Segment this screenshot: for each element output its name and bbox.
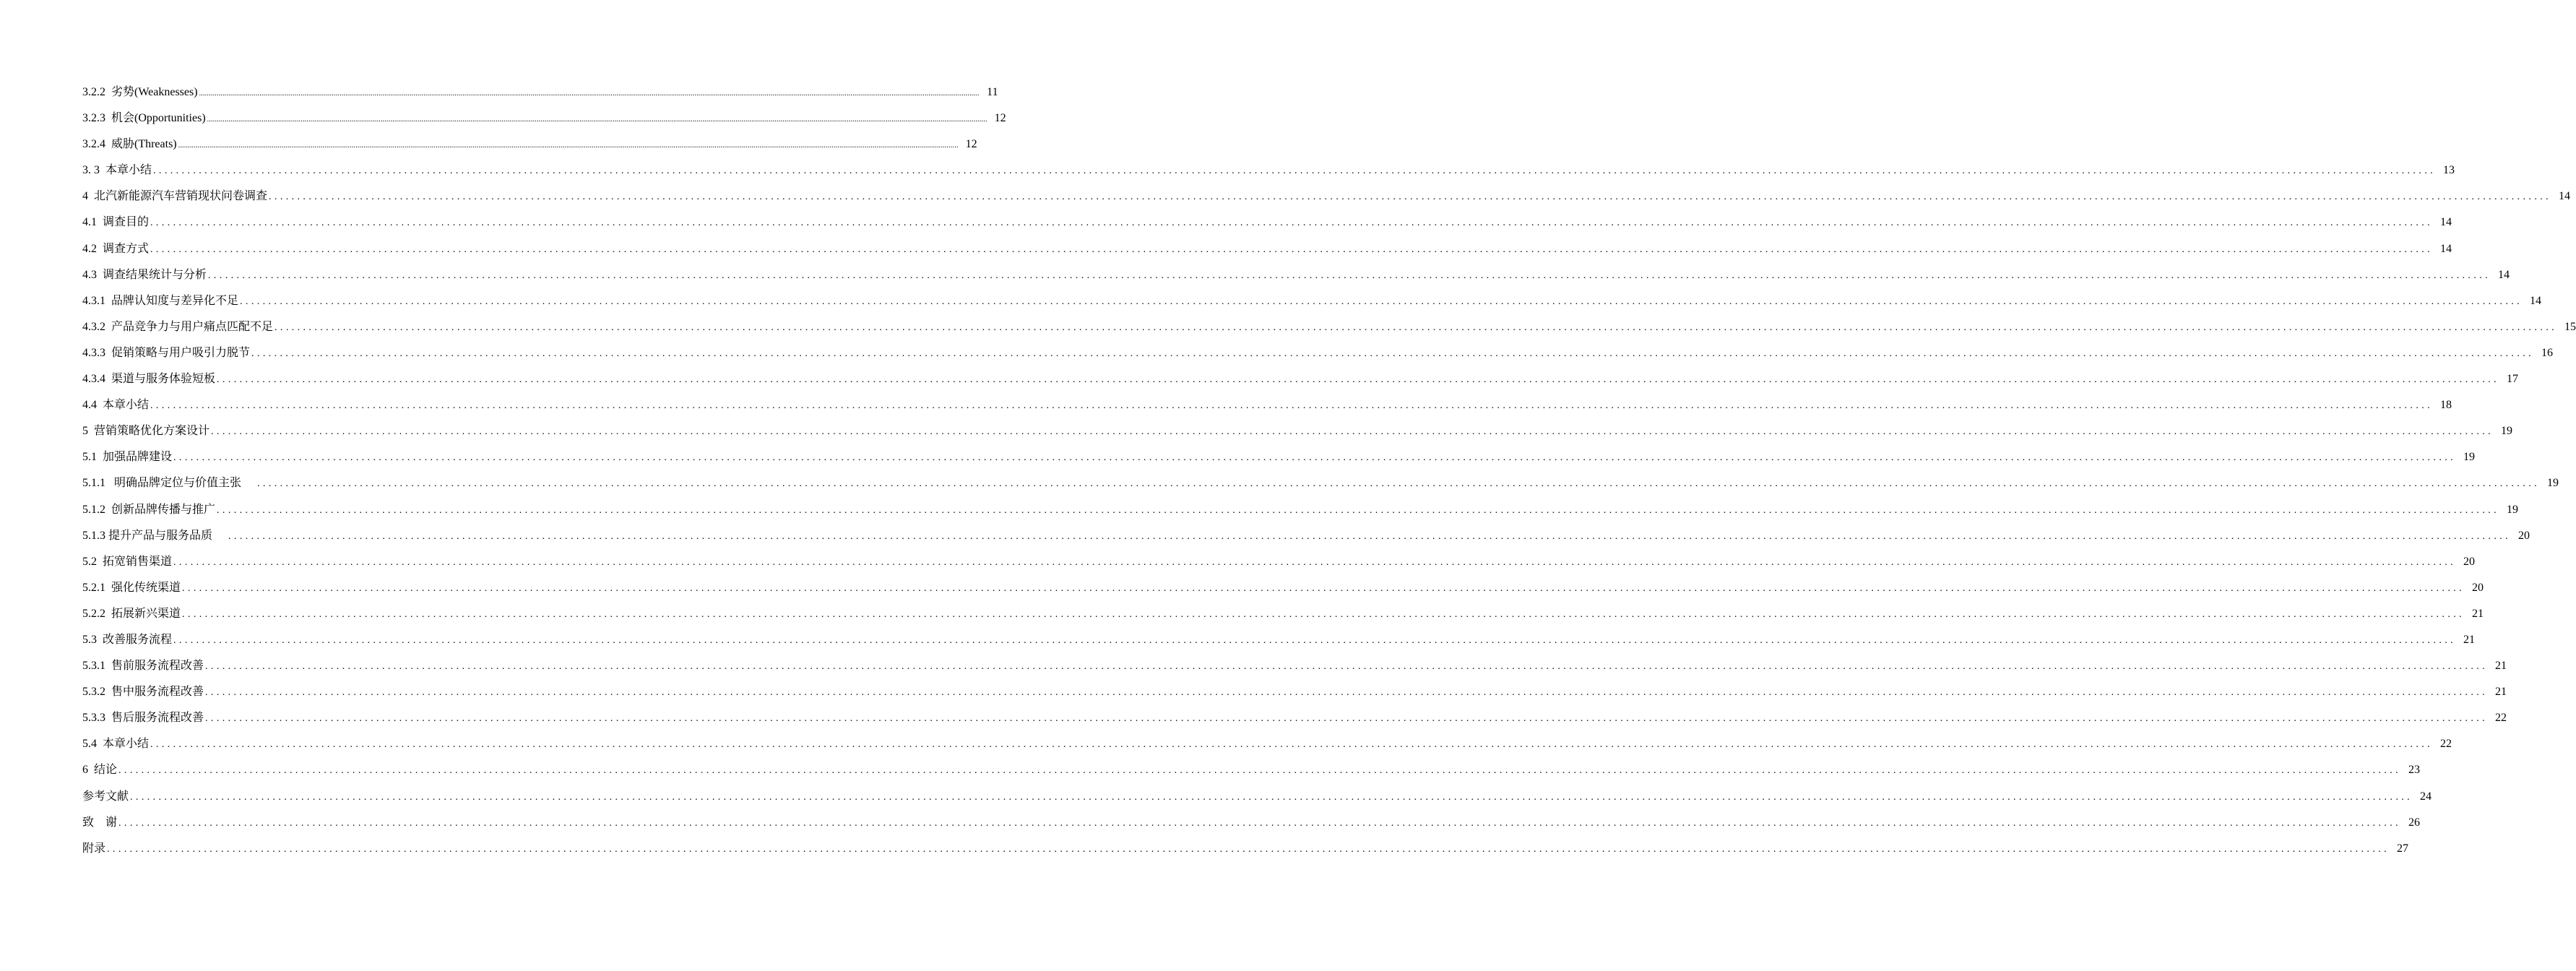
toc-dot-leader: ................................................................................................................................................................................................................................................................................................................................................................................................................ — [173, 452, 2457, 464]
toc-dot-leader: ................................................................................................................................................................................................................................................................................................................................................................................................................ — [275, 321, 2558, 333]
toc-page-number: 21 — [2463, 633, 2476, 646]
toc-entry-title: 4.3.4 渠道与服务体验短板 — [82, 373, 216, 386]
toc-entry-title: 4.1 调查目的 — [82, 216, 150, 229]
toc-entry[interactable] — [82, 137, 977, 163]
toc-entry[interactable] — [82, 189, 2571, 215]
toc-entry[interactable] — [82, 242, 2452, 268]
toc-page-number: 14 — [2440, 216, 2452, 229]
toc-entry[interactable] — [82, 398, 2452, 424]
toc-dot-leader: ................................................................................................................................................................................................................................................................................................................................................................................................................ — [150, 243, 2434, 255]
toc-entry-title: 3.2.4 威胁(Threats) — [82, 138, 177, 151]
toc-page-number: 14 — [2440, 242, 2452, 255]
toc-page-number: 21 — [2495, 660, 2507, 673]
toc-entry-title: 5.2.1 强化传统渠道 — [82, 581, 181, 594]
toc-entry[interactable] — [82, 503, 2519, 529]
toc-entry[interactable] — [82, 424, 2513, 450]
toc-dot-leader: ................................................................................................................................................................................................................................................................................................................................................................................................................ — [150, 739, 2434, 751]
toc-dot-leader: ................................................................................................................................................................................................................................................................................................................................................................................................................ — [217, 504, 2500, 516]
toc-dot-leader: ................................................................................................................................................................................................................................................................................................................................................................................................................ — [118, 817, 2402, 829]
toc-dot-leader: ................................................................................................................................................................................................................................................................................................................................................................................................................ — [118, 765, 2402, 777]
toc-page-number: 12 — [965, 138, 977, 151]
toc-page-number: 27 — [2397, 842, 2409, 855]
toc-entry[interactable] — [82, 555, 2476, 581]
toc-entry-title: 4.3.2 产品竞争力与用户痛点匹配不足 — [82, 320, 274, 333]
toc-entry-title: 4.3 调查结果统计与分析 — [82, 268, 207, 281]
toc-entry-title: 参考文献 — [82, 790, 129, 803]
toc-entry[interactable] — [82, 685, 2507, 711]
toc-page-number: 24 — [2420, 790, 2432, 803]
toc-entry-title: 4 北汽新能源汽车营销现状问卷调查 — [82, 190, 268, 203]
toc-page-number: 14 — [2498, 268, 2510, 281]
toc-entry[interactable] — [82, 711, 2507, 737]
toc-dot-leader: ................................................................................................................................................................................................................................................................................................................................................................................................................ — [150, 400, 2434, 412]
toc-entry-title: 4.3.1 品牌认知度与差异化不足 — [82, 294, 239, 307]
toc-entry[interactable] — [82, 163, 2455, 189]
toc-page-number: 19 — [2463, 451, 2476, 464]
toc-page-number: 21 — [2472, 607, 2484, 620]
toc-entry-title: 5.1 加强品牌建设 — [82, 451, 173, 464]
toc-dot-leader: ................................................................................................................................................................................................................................................................................................................................................................................................................ — [211, 426, 2494, 438]
toc-dot-leader: ................................................................................................................................................................................................................................................................................................................................................................................................................ — [130, 791, 2413, 803]
toc-page-number: 22 — [2440, 738, 2452, 751]
toc-entry[interactable] — [82, 294, 2542, 320]
toc-page-number: 19 — [2507, 503, 2519, 516]
toc-entry[interactable] — [82, 476, 2559, 502]
toc-entry[interactable] — [82, 790, 2432, 816]
toc-entry-title: 4.4 本章小结 — [82, 399, 150, 412]
toc-entry-title: 5.3.2 售中服务流程改善 — [82, 686, 204, 699]
toc-entry-title: 5.2.2 拓展新兴渠道 — [82, 607, 181, 620]
toc-dot-leader: ................................................................................................................................................................................................................................................................................................................................................................................................................ — [269, 191, 2552, 203]
toc-dot-leader: ................................................................................................................................................................................................................................................................................................................................................................................................................ — [173, 556, 2457, 568]
toc-entry-title: 3.2.3 机会(Opportunities) — [82, 112, 206, 125]
toc-dot-leader: ................................................................................................................................................................................................................................................................................................................................................................................................................ — [178, 142, 959, 150]
toc-entry[interactable] — [82, 111, 1006, 137]
toc-entry[interactable] — [82, 659, 2507, 685]
toc-entry-title: 5.1.3 提升产品与服务品质 — [82, 529, 228, 542]
toc-entry-title: 4.3.3 促销策略与用户吸引力脱节 — [82, 346, 251, 359]
toc-entry[interactable] — [82, 842, 2409, 868]
toc-dot-leader: ................................................................................................................................................................................................................................................................................................................................................................................................................ — [182, 582, 2465, 594]
toc-entry[interactable] — [82, 85, 998, 111]
toc-entry[interactable] — [82, 633, 2476, 659]
toc-entry[interactable] — [82, 581, 2484, 607]
toc-dot-leader: ................................................................................................................................................................................................................................................................................................................................................................................................................ — [217, 374, 2500, 386]
toc-entry-title: 4.2 调查方式 — [82, 242, 150, 255]
toc-entry-title: 5.1.2 创新品牌传播与推广 — [82, 503, 216, 516]
toc-entry[interactable] — [82, 268, 2510, 294]
toc-page-number: 15 — [2564, 320, 2576, 333]
toc-dot-leader: ................................................................................................................................................................................................................................................................................................................................................................................................................ — [208, 269, 2491, 281]
toc-entry-title: 5.3.1 售前服务流程改善 — [82, 660, 204, 673]
toc-entry-title: 6 结论 — [82, 764, 118, 777]
toc-page-number: 13 — [2443, 164, 2455, 177]
toc-entry[interactable] — [82, 763, 2421, 789]
toc-dot-leader: ................................................................................................................................................................................................................................................................................................................................................................................................................ — [205, 687, 2489, 699]
toc-entry-title: 3. 3 本章小结 — [82, 164, 152, 177]
toc-page-number: 22 — [2495, 712, 2507, 725]
toc-page-number: 18 — [2440, 399, 2452, 412]
table-of-contents — [82, 85, 2576, 868]
toc-dot-leader: ................................................................................................................................................................................................................................................................................................................................................................................................................ — [173, 634, 2457, 646]
toc-entry[interactable] — [82, 607, 2484, 633]
toc-entry[interactable] — [82, 320, 2576, 346]
toc-dot-leader: ................................................................................................................................................................................................................................................................................................................................................................................................................ — [153, 165, 2437, 177]
toc-dot-leader: ................................................................................................................................................................................................................................................................................................................................................................................................................ — [257, 478, 2541, 490]
toc-entry-title: 5 营销策略优化方案设计 — [82, 425, 210, 438]
toc-entry-title: 附录 — [82, 842, 106, 855]
toc-dot-leader: ................................................................................................................................................................................................................................................................................................................................................................................................................ — [182, 608, 2465, 620]
toc-dot-leader: ................................................................................................................................................................................................................................................................................................................................................................................................................ — [205, 661, 2489, 673]
toc-entry[interactable] — [82, 372, 2519, 398]
toc-entry-title: 5.4 本章小结 — [82, 738, 150, 751]
toc-page-number: 20 — [2472, 581, 2484, 594]
toc-entry-title: 5.3.3 售后服务流程改善 — [82, 712, 204, 725]
toc-dot-leader: ................................................................................................................................................................................................................................................................................................................................................................................................................ — [199, 90, 980, 98]
toc-page-number: 19 — [2547, 477, 2559, 490]
toc-dot-leader: ................................................................................................................................................................................................................................................................................................................................................................................................................ — [107, 843, 2390, 855]
toc-entry-title: 5.1.1 明确品牌定位与价值主张 — [82, 477, 256, 490]
toc-page-number: 16 — [2541, 346, 2554, 359]
toc-page-number: 26 — [2408, 816, 2421, 829]
toc-entry-title: 致 谢 — [82, 816, 118, 829]
toc-dot-leader: ................................................................................................................................................................................................................................................................................................................................................................................................................ — [228, 530, 2512, 542]
toc-page-number: 21 — [2495, 686, 2507, 699]
toc-dot-leader: ................................................................................................................................................................................................................................................................................................................................................................................................................ — [207, 116, 987, 124]
toc-entry[interactable] — [82, 816, 2421, 842]
toc-page-number: 11 — [987, 86, 998, 98]
toc-page-number: 14 — [2559, 190, 2571, 203]
toc-page-number: 14 — [2530, 294, 2542, 307]
toc-entry[interactable] — [82, 737, 2452, 763]
toc-dot-leader: ................................................................................................................................................................................................................................................................................................................................................................................................................ — [150, 217, 2434, 229]
toc-page-number: 12 — [994, 112, 1006, 125]
toc-page-number: 23 — [2408, 764, 2421, 777]
toc-entry[interactable] — [82, 215, 2452, 241]
toc-entry[interactable] — [82, 346, 2554, 372]
toc-entry-title: 5.3 改善服务流程 — [82, 633, 173, 646]
toc-entry[interactable] — [82, 450, 2476, 476]
toc-page-number: 17 — [2507, 373, 2519, 386]
toc-entry-title: 5.2 拓宽销售渠道 — [82, 555, 173, 568]
toc-dot-leader: ................................................................................................................................................................................................................................................................................................................................................................................................................ — [240, 295, 2523, 307]
toc-entry-title: 3.2.2 劣势(Weaknesses) — [82, 86, 198, 98]
toc-dot-leader: ................................................................................................................................................................................................................................................................................................................................................................................................................ — [251, 348, 2535, 359]
toc-entry[interactable] — [82, 529, 2530, 555]
toc-page-number: 20 — [2463, 555, 2476, 568]
toc-page-number: 20 — [2518, 529, 2530, 542]
toc-page-number: 19 — [2501, 425, 2513, 438]
toc-dot-leader: ................................................................................................................................................................................................................................................................................................................................................................................................................ — [205, 713, 2489, 725]
